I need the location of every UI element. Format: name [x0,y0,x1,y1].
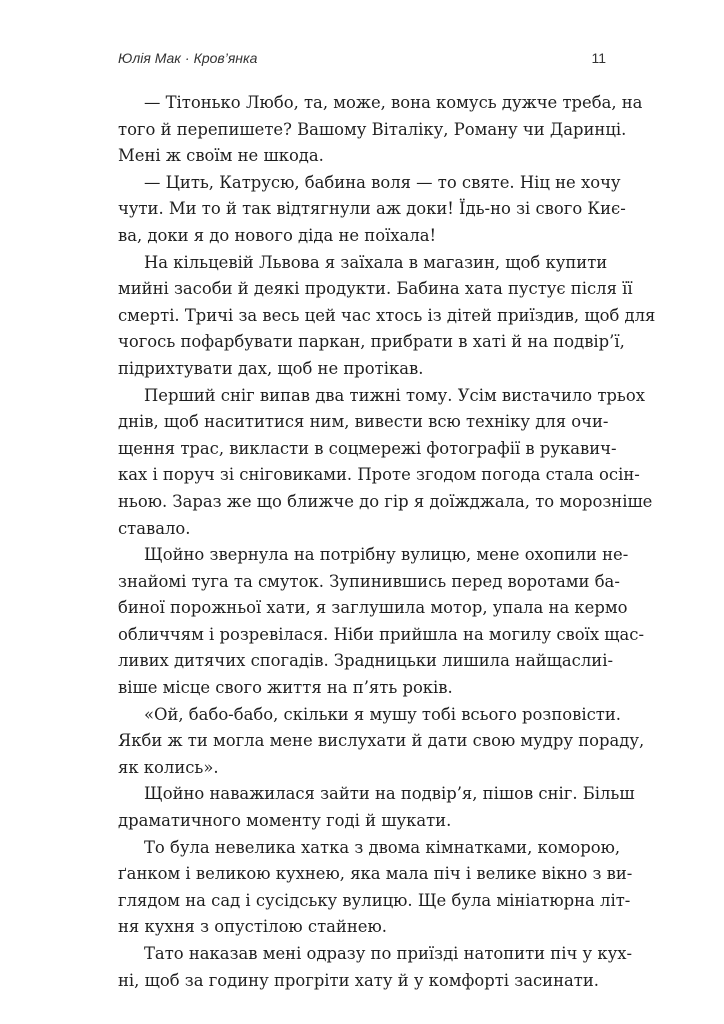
title-separator: · [184,50,190,66]
text-line: Щойно звернула на потрібну вулицю, мене охопили не- [144,545,629,565]
text-line: драматичного моменту годі й шукати. [118,811,452,831]
text-line: ні, щоб за годину прогріти хату й у комфорті засинати. [118,970,599,990]
text-line: смерті. Тричі за весь цей час хтось із дітей приїздив, щоб для [118,305,656,325]
text-line: підрихтувати дах, щоб не протікав. [118,358,424,378]
text-line: того й перепишете? Вашому Віталіку, Роману чи Даринці. [118,119,627,139]
text-line: На кільцевій Львова я заїхала в магазин, щоб купити [144,252,608,272]
text-line: ках і поруч зі сніговиками. Проте згодом погода стала осін- [118,465,640,485]
text-line: ливих дитячих спогадів. Зрадницьки лишила найщаслиі- [118,651,613,671]
paragraph [118,781,635,834]
text-line: щення трас, викласти в соцмережі фотографії в рукавич- [118,438,617,458]
text-line: — Цить, Катрусю, бабина воля — то святе. Ніц не хочу [144,172,621,192]
text-line: Тато наказав мені одразу по приїзді натопити піч у кух- [144,944,633,963]
text-line: Щойно наважилася зайти на подвір’я, пішов сніг. Більш [144,784,635,804]
text-line: биної порожньої хати, я заглушила мотор, упала на кермо [118,598,628,618]
paragraph [118,250,656,383]
text-line: — Тітонько Любо, та, може, вона комусь дужче треба, на [144,93,643,112]
body-text [118,90,656,994]
paragraph [118,383,653,543]
text-line: мийні засоби й деякі продукти. Бабина хата пустує після її [118,279,633,299]
text-line: ставало. [118,518,191,538]
text-line: днів, щоб насититися ним, вивести всю техніку для очи- [118,412,609,432]
paragraph [118,702,645,782]
paragraph [118,90,643,170]
running-head-title [118,50,257,66]
page-number: 11 [591,50,606,66]
text-line: ньою. Зараз же що ближче до гір я доїжджала, то морозніше [118,491,653,511]
text-line: глядом на сад і сусідську вулицю. Ще була мініатюрна літ- [118,890,631,910]
text-line: чогось пофарбувати паркан, прибрати в хаті й на подвір’ї, [118,332,625,352]
text-line: як колись». [118,757,219,777]
text-line: знайомі туга та смуток. Зупинившись перед воротами ба- [118,571,620,591]
paragraph [118,542,645,702]
text-line: Якби ж ти могла мене вислухати й дати свою мудру пораду, [118,731,645,751]
text-line: То була невелика хатка з двома кімнатками, коморою, [144,837,621,857]
paragraph [118,170,626,250]
paragraph [118,941,633,994]
text-line: «Ой, бабо-бабо, скільки я мушу тобі всього розповісти. [144,704,622,724]
running-head [118,50,606,72]
text-line: Мені ж своїм не шкода. [118,146,324,166]
text-line: Перший сніг випав два тижні тому. Усім вистачило трьох [144,385,645,405]
book-title: Кров’янка [193,50,258,66]
paragraph [118,835,633,941]
text-line: обличчям і розревілася. Ніби прийшла на могилу своїх щас- [118,624,645,644]
text-line: ґанком і великою кухнею, яка мала піч і велике вікно з ви- [118,864,633,884]
text-line: віше місце свого життя на п’ять років. [118,678,453,698]
author-name: Юлія Мак [118,50,181,66]
text-line: ня кухня з опустілою стайнею. [118,917,387,937]
text-line: ва, доки я до нового діда не поїхала! [118,225,437,245]
text-line: чути. Ми то й так відтягнули аж доки! Їдь-но зі свого Киє- [118,199,626,219]
